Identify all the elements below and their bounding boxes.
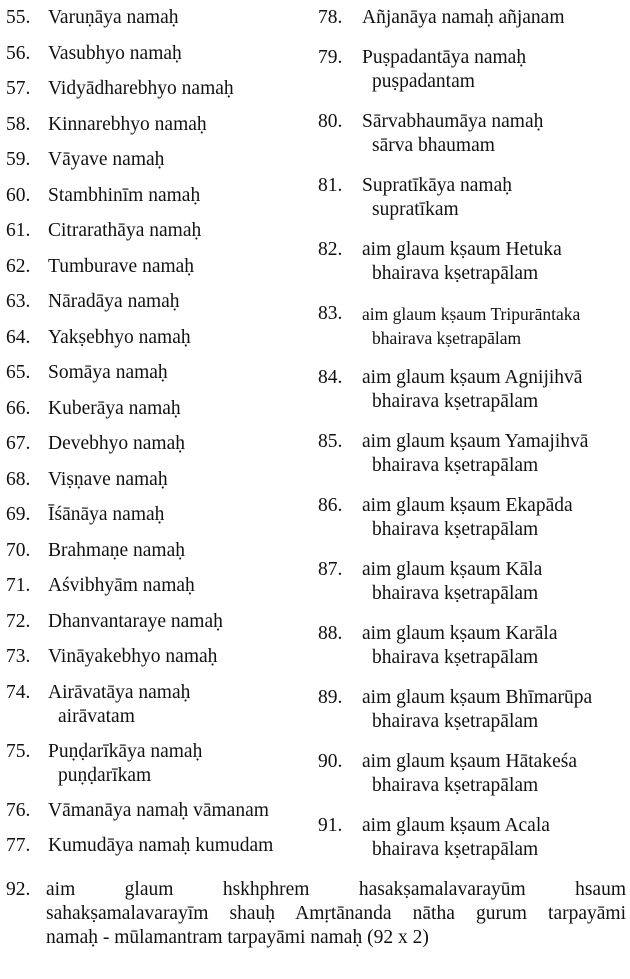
entry-number: 91. (318, 815, 343, 836)
mantra-entry (6, 148, 310, 172)
mantra-entry-92 (6, 878, 626, 950)
mantra-entry (318, 302, 630, 350)
entry-line: Viṣṇave namaḥ (48, 468, 168, 490)
mantra-entry (6, 432, 310, 456)
entry-number: 66. (6, 397, 31, 419)
entry-line: Airāvatāya namaḥ (48, 681, 191, 703)
mantra-entry (6, 539, 310, 563)
entry-line: bhairava kṣetrapālam (372, 839, 539, 860)
mantra-entry (6, 361, 310, 385)
right-column (318, 6, 630, 878)
entry-line: aim glaum kṣaum Kāla (362, 559, 543, 580)
entry-line: Brahmaṇe namaḥ (48, 539, 185, 561)
mantra-entry (6, 219, 310, 243)
mantra-entry (6, 834, 310, 858)
entry-line: supratīkam (372, 199, 459, 220)
mantra-entry (6, 397, 310, 421)
mantra-entry (6, 503, 310, 527)
entry-number: 69. (6, 504, 31, 525)
mantra-entry (6, 468, 310, 492)
entry-number: 75. (6, 740, 31, 762)
entry-line: bhairava kṣetrapālam (372, 391, 539, 412)
mantra-entry (6, 6, 310, 30)
entry-line: Devebhyo namaḥ (48, 433, 185, 454)
entry-line: Nāradāya namaḥ (48, 291, 180, 312)
entry-line: puṇḍarīkam (58, 764, 152, 786)
entry-line: bhairava kṣetrapālam (372, 519, 539, 540)
mantra-entry (318, 238, 630, 286)
entry-line: Vāyave namaḥ (48, 149, 165, 170)
entry-number: 57. (6, 78, 31, 99)
entry-number: 68. (6, 468, 31, 490)
entry-number: 88. (318, 623, 343, 644)
mantra-entry (6, 574, 310, 598)
entry-line: airāvatam (58, 705, 135, 727)
entry-number: 63. (6, 291, 31, 312)
mantra-entry (6, 184, 310, 208)
entry-line: Vāmanāya namaḥ vāmanam (48, 799, 269, 821)
entry-number: 58. (6, 113, 31, 135)
mantra-entry (6, 610, 310, 634)
entry-number: 70. (6, 539, 31, 561)
entry-number: 90. (318, 751, 343, 772)
entry-line: Añjanāya namaḥ añjanam (362, 7, 565, 28)
entry-line: Varuṇāya namaḥ (48, 7, 179, 28)
mantra-entry (318, 430, 630, 478)
entry-number: 72. (6, 610, 31, 632)
entry-line: Īśānāya namaḥ (48, 504, 165, 525)
mantra-entry (318, 750, 630, 798)
entry-line: aim glaum kṣaum Yamajihvā (362, 431, 589, 452)
mantra-entry (6, 77, 310, 101)
entry-number: 76. (6, 799, 31, 821)
mantra-entry (6, 681, 310, 729)
entry-line: aim glaum kṣaum Acala (362, 815, 550, 836)
entry-line: puṣpadantam (372, 71, 475, 92)
entry-line: bhairava kṣetrapālam (372, 647, 539, 668)
entry-number: 62. (6, 255, 31, 277)
entry-line: bhairava kṣetrapālam (372, 328, 522, 348)
entry-line: aim glaum hskhphrem hasakṣamalavarayūm hsaum (46, 879, 626, 900)
mantra-entry (6, 42, 310, 66)
entry-number: 74. (6, 681, 31, 703)
entry-number: 67. (6, 433, 31, 454)
entry-line: namaḥ - mūlamantram tarpayāmi namaḥ (92 x 2) (46, 927, 429, 948)
mantra-entry (6, 740, 310, 788)
entry-line: sārva bhaumam (372, 135, 495, 156)
entry-line: Kinnarebhyo namaḥ (48, 113, 207, 135)
mantra-entry (318, 814, 630, 862)
entry-number: 86. (318, 495, 343, 516)
entry-number: 71. (6, 575, 31, 596)
entry-line: aim glaum kṣaum Hātakeśa (362, 751, 577, 772)
entry-number: 59. (6, 149, 31, 170)
mantra-entry (6, 645, 310, 669)
entry-line: Vidyādharebhyo namaḥ (48, 78, 234, 99)
entry-number: 84. (318, 367, 343, 388)
mantra-entry (318, 622, 630, 670)
mantra-entry (318, 686, 630, 734)
entry-number: 61. (6, 220, 31, 241)
entry-line: Yakṣebhyo namaḥ (48, 326, 191, 348)
entry-line: aim glaum kṣaum Hetuka (362, 239, 562, 260)
entry-line: Kuberāya namaḥ (48, 397, 181, 419)
mantra-entry (318, 46, 630, 94)
entry-line: aim glaum kṣaum Ekapāda (362, 495, 573, 516)
entry-line: aim glaum kṣaum Bhīmarūpa (362, 687, 593, 708)
mantra-entry (6, 290, 310, 314)
entry-line: Sārvabhaumāya namaḥ (362, 111, 544, 132)
entry-number: 85. (318, 431, 343, 452)
entry-number: 60. (6, 184, 31, 206)
entry-line: Vasubhyo namaḥ (48, 42, 182, 64)
entry-number: 78. (318, 7, 343, 28)
entry-number: 77. (6, 835, 31, 856)
entry-line: Dhanvantaraye namaḥ (48, 610, 223, 632)
entry-line: aim glaum kṣaum Tripurāntaka (362, 304, 581, 324)
entry-line: Citrarathāya namaḥ (48, 220, 202, 241)
entry-number: 82. (318, 239, 343, 260)
mantra-entry (6, 326, 310, 350)
entry-line: Vināyakebhyo namaḥ (48, 646, 218, 667)
entry-line: sahakṣamalavarayīm shauḥ Amṛtānanda nātha gurum tarpayāmi (46, 903, 626, 924)
mantra-entry (318, 174, 630, 222)
mantra-entry (318, 558, 630, 606)
entry-number: 64. (6, 326, 31, 348)
entry-line: aim glaum kṣaum Karāla (362, 623, 558, 644)
entry-line: bhairava kṣetrapālam (372, 583, 539, 604)
mantra-entry (318, 110, 630, 158)
entry-number: 80. (318, 111, 343, 132)
entry-number: 89. (318, 687, 343, 708)
mantra-entry (6, 255, 310, 279)
entry-number: 92. (6, 879, 31, 900)
entry-line: Puṇḍarīkāya namaḥ (48, 740, 203, 762)
left-column (6, 6, 310, 870)
entry-line: Puṣpadantāya namaḥ (362, 47, 527, 68)
mantra-entry (6, 113, 310, 137)
entry-line: bhairava kṣetrapālam (372, 711, 539, 732)
entry-line: Somāya namaḥ (48, 362, 168, 383)
entry-line: aim glaum kṣaum Agnijihvā (362, 367, 583, 388)
entry-number: 81. (318, 175, 343, 196)
entry-line: bhairava kṣetrapālam (372, 775, 539, 796)
entry-number: 56. (6, 42, 31, 64)
entry-number: 87. (318, 559, 343, 580)
mantra-entry (318, 494, 630, 542)
mantra-entry (6, 799, 310, 823)
entry-line: Tumburave namaḥ (48, 255, 195, 277)
entry-number: 55. (6, 7, 31, 28)
entry-number: 65. (6, 362, 31, 383)
entry-number: 83. (318, 303, 343, 324)
entry-line: Supratīkāya namaḥ (362, 175, 512, 196)
entry-line: bhairava kṣetrapālam (372, 263, 539, 284)
entry-number: 73. (6, 646, 31, 667)
mantra-entry (318, 366, 630, 414)
entry-line: Stambhinīm namaḥ (48, 184, 201, 206)
mantra-entry (318, 6, 630, 30)
entry-line: Aśvibhyām namaḥ (48, 575, 195, 596)
entry-number: 79. (318, 47, 343, 68)
entry-line: Kumudāya namaḥ kumudam (48, 835, 274, 856)
entry-line: bhairava kṣetrapālam (372, 455, 539, 476)
